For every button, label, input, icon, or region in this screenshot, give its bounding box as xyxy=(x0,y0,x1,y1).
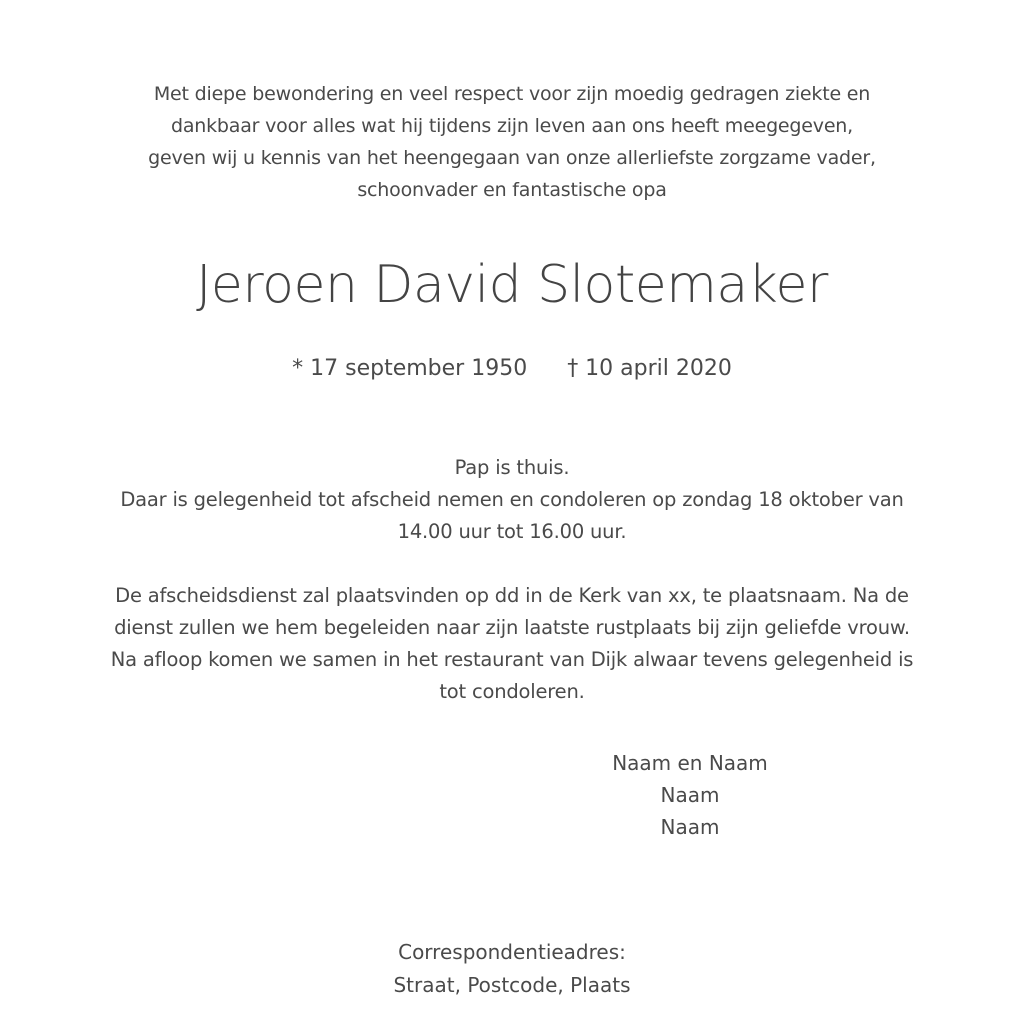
signatory-2: Naam xyxy=(660,783,720,807)
birth-date: * 17 september 1950 xyxy=(292,356,528,381)
service-line-2: dienst zullen we hem begeleiden naar zijn laatste rustplaats bij zijn geliefde vrouw. xyxy=(114,616,910,639)
correspondence-address: Straat, Postcode, Plaats xyxy=(393,973,631,997)
correspondence-label: Correspondentieadres: xyxy=(398,940,626,964)
service-line-3: Na afloop komen we samen in het restaurant van Dijk alwaar tevens gelegenheid is xyxy=(110,648,914,671)
service-line-1: De afscheidsdienst zal plaatsvinden op dd in de Kerk van xx, te plaatsnaam. Na de xyxy=(115,584,909,607)
intro-line-2: dankbaar voor alles wat hij tijdens zijn leven aan ons heeft meegegeven, xyxy=(170,115,853,137)
life-dates xyxy=(0,358,1024,380)
deceased-name: Jeroen David Slotemaker xyxy=(196,255,828,315)
signatory-3: Naam xyxy=(660,815,720,839)
signatory-1: Naam en Naam xyxy=(612,751,768,775)
intro-line-3: geven wij u kennis van het heengegaan van onze allerliefste zorgzame vader, xyxy=(148,147,876,169)
visitation-line-1: Pap is thuis. xyxy=(454,456,570,479)
service-line-4: tot condoleren. xyxy=(439,680,585,703)
visitation-line-2: Daar is gelegenheid tot afscheid nemen en condoleren op zondag 18 oktober van xyxy=(120,488,904,511)
visitation-line-3: 14.00 uur tot 16.00 uur. xyxy=(397,520,627,543)
intro-line-4: schoonvader en fantastische opa xyxy=(357,179,667,201)
intro-line-1: Met diepe bewondering en veel respect voor zijn moedig gedragen ziekte en xyxy=(153,83,871,105)
death-date: † 10 april 2020 xyxy=(567,356,732,381)
